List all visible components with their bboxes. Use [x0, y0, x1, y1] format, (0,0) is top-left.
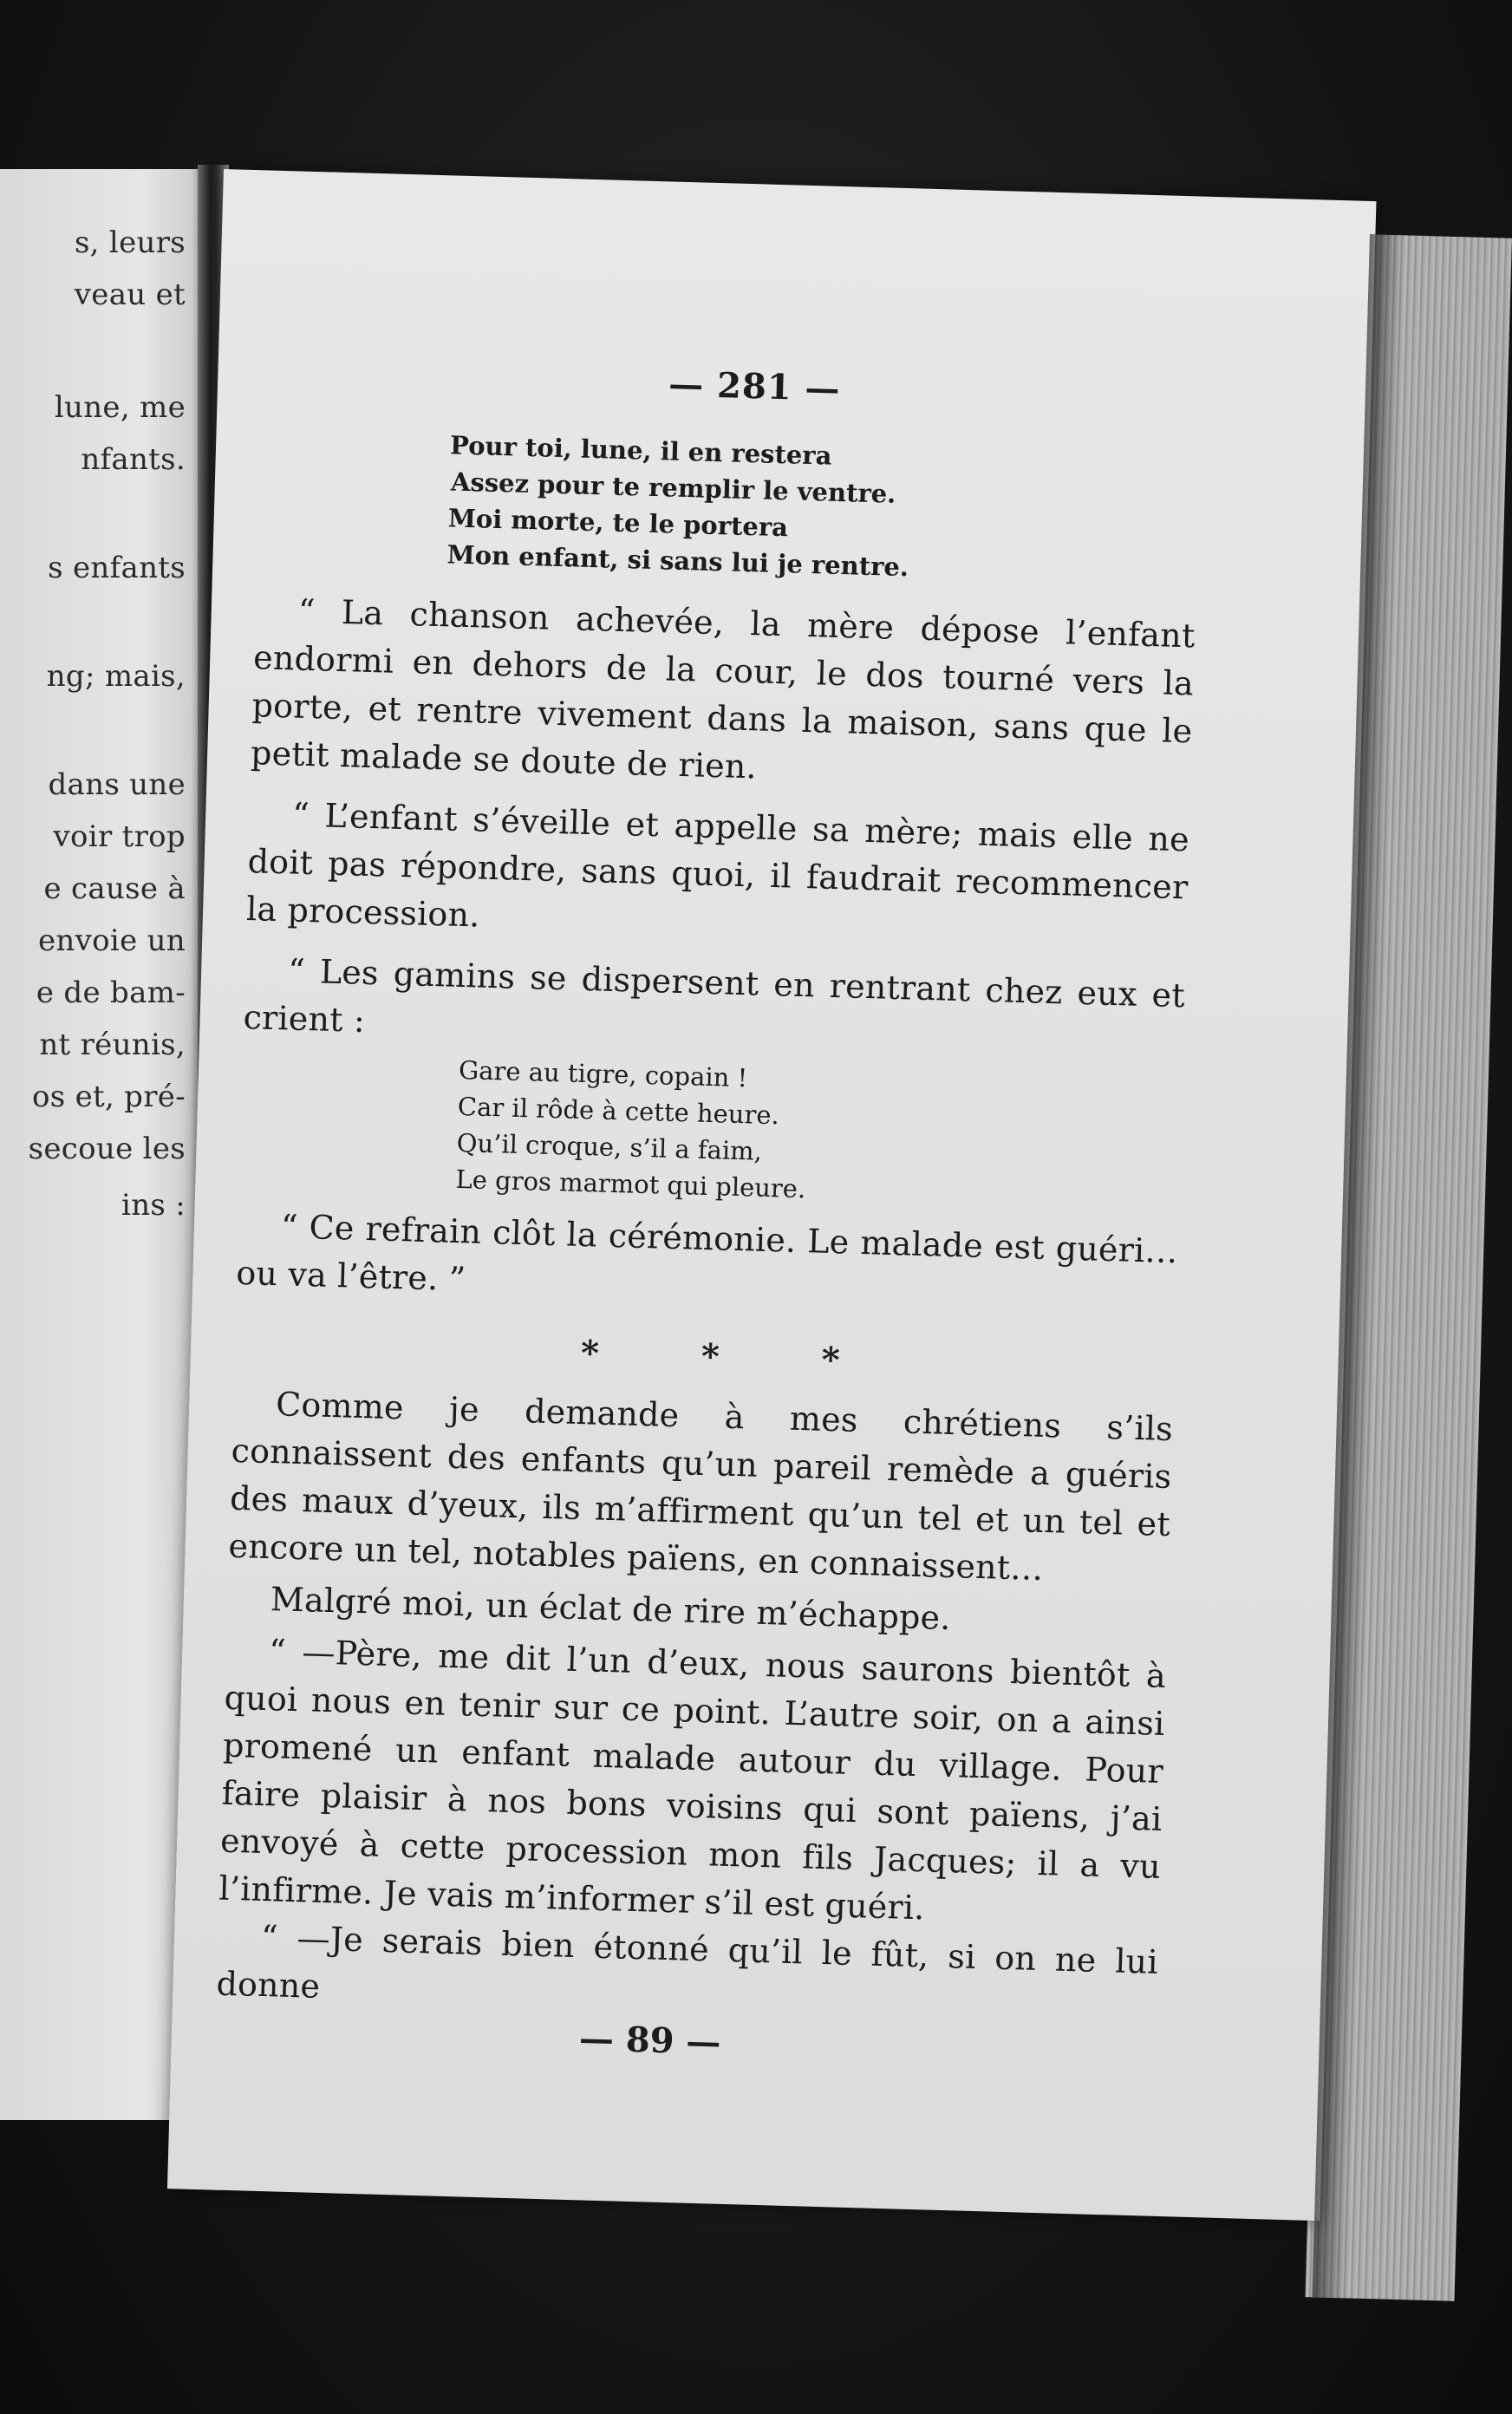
poem-moon — [446, 427, 912, 585]
paragraph-text: “ La chanson achevée, la mère dépose l’enfant endormi en dehors de la cour, le dos tourné vers la porte, et rentre vivement dans la maison, sans que le petit malade se doute de rien. — [250, 591, 1196, 786]
poem-line: Assez pour te remplir le ventre. — [450, 466, 896, 509]
poem-line: Moi morte, te le portera — [447, 503, 789, 543]
left-page-line: voir trop — [53, 819, 186, 854]
left-page-line: veau et — [74, 277, 186, 312]
paragraph-text: “ —Je serais bien étonné qu’il le fût, si on ne lui donne — [215, 1918, 1159, 2006]
paragraph — [250, 586, 1196, 803]
left-page-line: ins : — [121, 1188, 186, 1223]
paragraph-text: “ Ce refrain clôt la cérémonie. Le malade est guéri… ou va l’être. ” — [235, 1207, 1179, 1299]
left-page-line: nfants. — [81, 442, 186, 477]
paragraph-text: “ Les gamins se dispersent en rentrant chez eux et crient : — [243, 951, 1186, 1040]
paragraph-text: “ L’enfant s’éveille et appelle sa mère; mais elle ne doit pas répondre, sans quoi, il faudrait recommencer la procession. — [245, 795, 1190, 935]
left-page-line: lune, me — [54, 390, 186, 425]
poem-line: Qu’il croque, s’il a faim, — [456, 1127, 763, 1166]
left-page-line: ng; mais, — [46, 659, 186, 694]
paragraph-text: Malgré moi, un éclat de rire m’échappe. — [270, 1580, 952, 1638]
left-page-line: nt réunis, — [39, 1028, 186, 1062]
left-page-line: dans une — [48, 767, 186, 802]
poem-line: Gare au tigre, copain ! — [458, 1054, 748, 1093]
paragraph-text: “ —Père, me dit l’un d’eux, nous saurons bientôt à quoi nous en tenir sur ce point. L’autre soir, on a ainsi promené un enfant malade autour du village. Pour faire plaisir à nos bons voisins qui sont païens, j’ai envoyé à cette procession mon fils Jacques; il a vu l’infirme. Je vais m’informer s’il est guéri. — [218, 1632, 1167, 1928]
left-page-line: s, leurs — [74, 225, 186, 260]
main-page — [167, 169, 1377, 2221]
left-page-line: e de bam- — [36, 975, 186, 1010]
left-page-line: os et, pré- — [31, 1080, 186, 1114]
poem-line: Le gros marmot qui pleure. — [455, 1164, 806, 1204]
poem-line: Car il rôde à cette heure. — [457, 1091, 780, 1131]
left-page — [0, 169, 201, 2120]
paragraph — [218, 1627, 1167, 1939]
paragraph — [245, 790, 1189, 959]
left-page-line: e cause à — [43, 871, 186, 906]
paragraph — [236, 1202, 1179, 1323]
poem-line: Pour toi, lune, il en restera — [449, 430, 832, 471]
page-number-header: — 281 — — [668, 363, 842, 409]
poem-tiger — [455, 1052, 809, 1207]
left-page-line: envoie un — [38, 923, 186, 958]
section-separator: * * * — [580, 1333, 886, 1382]
paragraph — [243, 946, 1186, 1067]
paragraph-text: Comme je demande à mes chrétiens s’ils connaissent des enfants qu’un pareil remède a guéris des maux d’yeux, ils m’affirment qu’un tel et un tel et encore un tel, notables païens, en connaissent… — [228, 1385, 1174, 1589]
left-page-line: secoue les — [28, 1132, 186, 1166]
poem-line: Mon enfant, si sans lui je rentre. — [446, 539, 909, 583]
paragraph — [228, 1380, 1174, 1596]
left-page-line: s enfants — [48, 551, 186, 585]
page-number-footer: — 89 — — [578, 2018, 722, 2063]
